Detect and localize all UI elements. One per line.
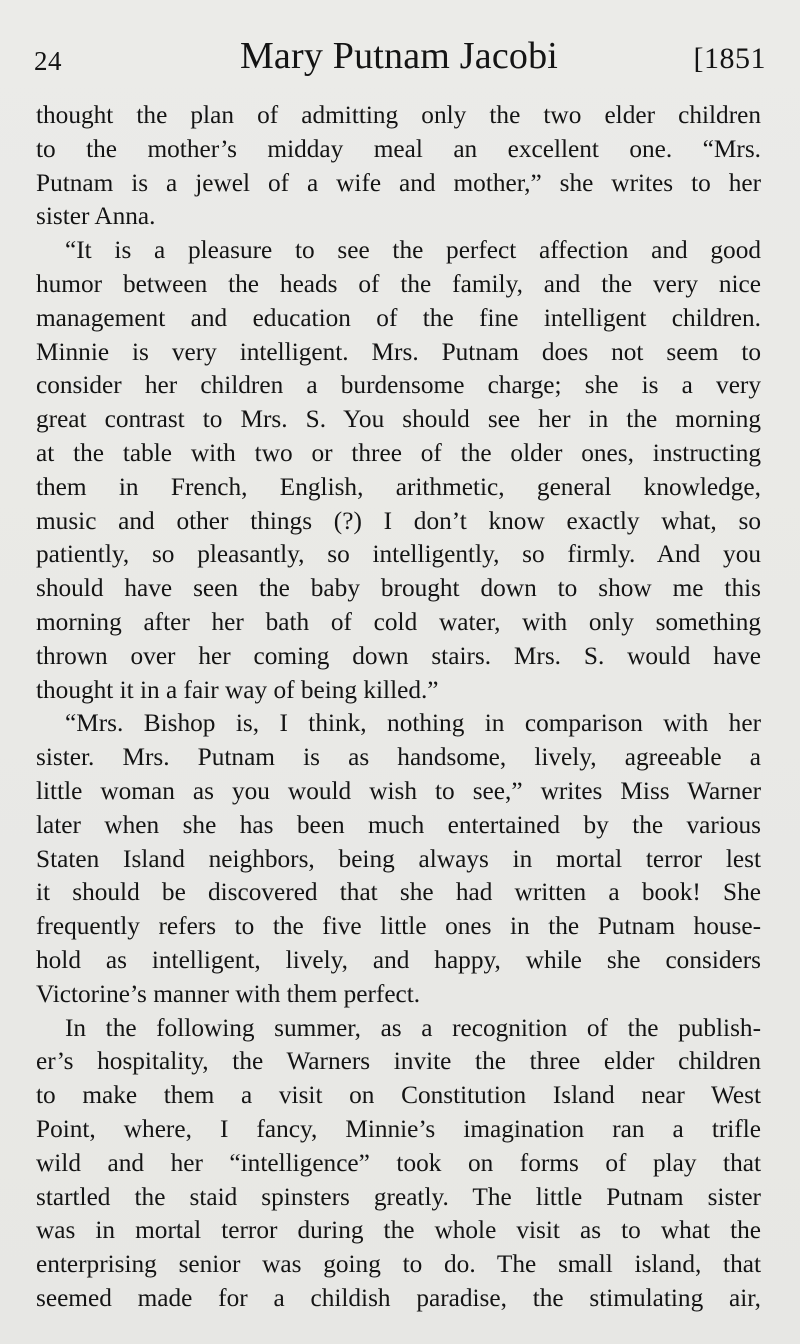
text-line: should have seen the baby brought down to show me this bbox=[36, 574, 761, 603]
text-line: “Mrs. Bishop is, I think, nothing in comparison with her bbox=[65, 709, 761, 738]
text-line: Point, where, I fancy, Minnie’s imagination ran a trifle bbox=[36, 1114, 761, 1143]
text-line: consider her children a burdensome charge; she is a very bbox=[36, 371, 761, 400]
text-line: thought the plan of admitting only the two elder children bbox=[36, 101, 761, 129]
text-line: management and education of the fine intelligent children. bbox=[36, 303, 761, 332]
text-line: music and other things (?) I don’t know exactly what, so bbox=[36, 506, 761, 535]
body-text bbox=[36, 99, 761, 1316]
text-line: thought it in a fair way of being killed.” bbox=[36, 675, 439, 704]
text-line: them in French, English, arithmetic, general knowledge, bbox=[36, 472, 761, 501]
text-line: frequently refers to the five little ones in the Putnam house- bbox=[36, 912, 761, 941]
text-line: hold as intelligent, lively, and happy, while she considers bbox=[36, 945, 761, 974]
text-line: sister Anna. bbox=[36, 202, 156, 231]
text-line: patiently, so pleasantly, so intelligently, so firmly. And you bbox=[36, 540, 761, 569]
text-line: “It is a pleasure to see the perfect affection and good bbox=[65, 236, 761, 265]
text-line: startled the staid spinsters greatly. The little Putnam sister bbox=[36, 1182, 761, 1211]
text-line: sister. Mrs. Putnam is as handsome, lively, agreeable a bbox=[36, 743, 761, 772]
text-line: Victorine’s manner with them perfect. bbox=[36, 979, 421, 1008]
text-line: great contrast to Mrs. S. You should see her in the morning bbox=[36, 405, 761, 434]
running-year: [1851 bbox=[693, 42, 766, 75]
text-line: thrown over her coming down stairs. Mrs. S. would have bbox=[36, 641, 761, 670]
text-line: to the mother’s midday meal an excellent one. “Mrs. bbox=[36, 134, 761, 163]
text-line: later when she has been much entertained by the various bbox=[36, 810, 761, 839]
text-line: Putnam is a jewel of a wife and mother,” she writes to her bbox=[36, 168, 761, 197]
text-line: humor between the heads of the family, and the very nice bbox=[36, 269, 761, 298]
text-line: Staten Island neighbors, being always in mortal terror lest bbox=[36, 844, 761, 873]
text-line: it should be discovered that she had written a book! She bbox=[36, 878, 761, 907]
text-line: to make them a visit on Constitution Island near West bbox=[36, 1081, 761, 1110]
text-line: In the following summer, as a recognition of the publish- bbox=[65, 1013, 761, 1042]
text-line: enterprising senior was going to do. The small island, that bbox=[36, 1250, 761, 1279]
text-line: little woman as you would wish to see,” writes Miss Warner bbox=[36, 776, 761, 805]
text-line: morning after her bath of cold water, with only something bbox=[36, 607, 761, 636]
text-line: seemed made for a childish paradise, the stimulating air, bbox=[36, 1283, 761, 1312]
text-line: wild and her “intelligence” took on forms of play that bbox=[36, 1148, 761, 1177]
text-line: was in mortal terror during the whole visit as to what the bbox=[36, 1216, 761, 1245]
running-title: Mary Putnam Jacobi bbox=[239, 35, 559, 77]
page-number: 24 bbox=[34, 46, 62, 76]
running-header bbox=[32, 30, 766, 86]
text-line: Minnie is very intelligent. Mrs. Putnam does not seem to bbox=[36, 337, 761, 366]
text-line: at the table with two or three of the older ones, instructing bbox=[36, 438, 761, 467]
text-line: er’s hospitality, the Warners invite the three elder children bbox=[36, 1047, 761, 1076]
